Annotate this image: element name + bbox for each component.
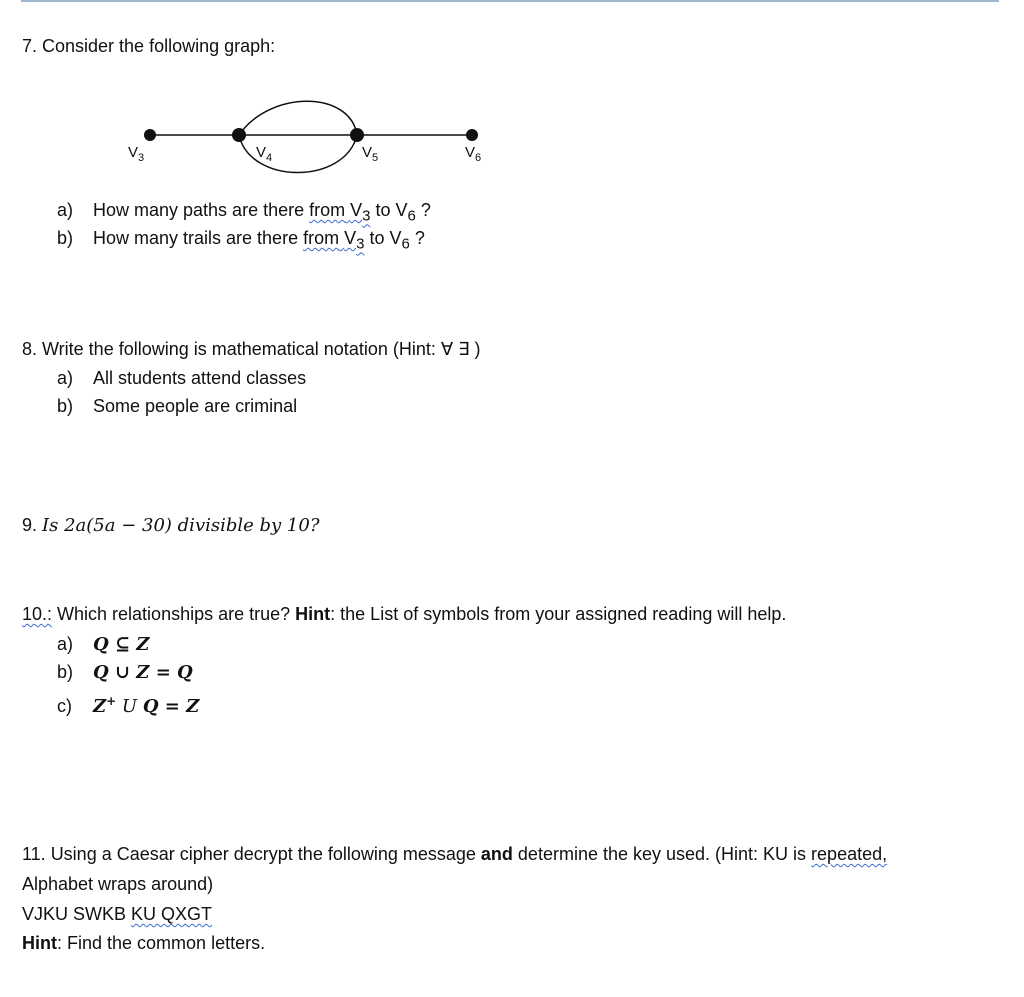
q10-prompt: 10.: Which relationships are true? Hint: the List of symbols from your assigned reading will help. <box>22 604 787 624</box>
q7-item-b: b) How many trails are there from $V_3$ to $V_6$ ? <box>57 228 425 253</box>
item-label: a) <box>57 368 74 388</box>
q10-item-b: b) Q ∪ Z = Q <box>57 662 193 683</box>
top-rule <box>21 0 999 2</box>
item-label: c) <box>57 696 72 716</box>
q10-item-a: a) Q ⊆ Z <box>57 634 150 655</box>
q8-prompt: 8. Write the following is mathematical notation (Hint: ∀ ∃ ) <box>22 339 481 359</box>
q8-item-a: a) All students attend classes <box>57 368 307 388</box>
item-label: a) <box>57 200 74 220</box>
vertex-v3 <box>144 129 156 141</box>
item-label: a) <box>57 634 74 654</box>
q7-prompt: 7. Consider the following graph: <box>22 36 276 56</box>
edge-v4-v5-upper <box>239 101 357 135</box>
item-label: b) <box>57 396 74 416</box>
label-v4: $V_4$ <box>256 144 273 164</box>
q11-line2: Alphabet wraps around) <box>22 874 214 894</box>
q11-hint: Hint: Find the common letters. <box>22 933 266 953</box>
vertex-v4 <box>232 128 246 142</box>
q9-prompt: 9. Is 2a(5a − 30) divisible by 10? <box>22 515 320 536</box>
q10-item-c: c) Z+ U Q = Z <box>57 694 200 717</box>
q8-item-b: b) Some people are criminal <box>57 396 298 416</box>
label-v6: $V_6$ <box>465 144 482 164</box>
item-label: b) <box>57 228 74 248</box>
q11-cipher: VJKU SWKB KU QXGT <box>22 904 213 924</box>
item-label: b) <box>57 662 74 682</box>
label-v5: $V_5$ <box>362 144 379 164</box>
label-v3: $V_3$ <box>128 144 145 164</box>
vertex-v5 <box>350 128 364 142</box>
graph-diagram <box>100 85 520 185</box>
q7-item-a: a) How many paths are there from $V_3$ to $V_6$ ? <box>57 200 431 225</box>
q11-line1: 11. Using a Caesar cipher decrypt the following message and determine the key used. (Hint: KU is repeated, <box>22 844 888 864</box>
vertex-v6 <box>466 129 478 141</box>
